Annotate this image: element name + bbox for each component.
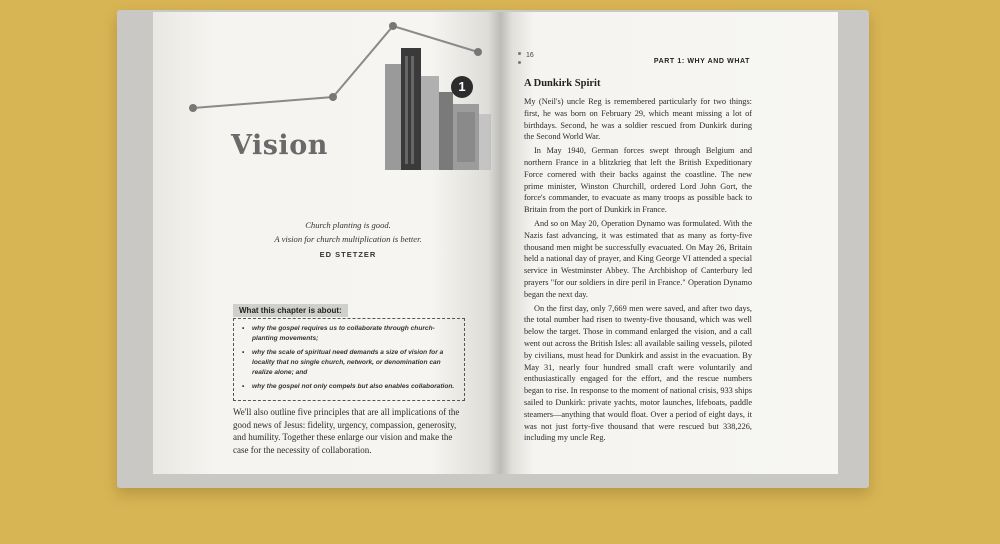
page-number: 16 xyxy=(526,52,534,59)
margin-dots xyxy=(518,52,521,70)
summary-heading: What this chapter is about: xyxy=(233,304,348,317)
chapter-title: Vision xyxy=(231,130,328,161)
summary-list-box xyxy=(233,318,465,401)
skyline-illustration xyxy=(153,12,500,212)
epigraph-line: Church planting is good. xyxy=(305,220,391,230)
paragraph: On the first day, only 7,669 men were saved, and after two days, the total number had risen to twenty-five thousand, which was well below the target. Those in command enlarged the vision, and a call went out across the British Isles: all available sailing vessels, piloted by civilians, must head for Dunkirk and assist in the evacuation. By May 31, nearly four hundred small craft were voluntarily and enthusiastically engaged for the effort, and the rescue numbers began to rise. In response to the moment of national crisis, 933 ships sailed to Dunkirk: private yachts, motor launches, lifeboats, paddle steamers—anything that would float. Over a period of eight days, it was not just forty-five thousand that were rescued but 338,226, including my uncle Reg. xyxy=(524,303,752,443)
summary-item: • why the gospel not only compels but also enables collaboration. xyxy=(242,382,456,392)
right-page xyxy=(500,12,838,474)
left-page xyxy=(153,12,500,474)
graph-node xyxy=(189,104,197,112)
chapter-summary-box xyxy=(233,300,465,401)
section-title: A Dunkirk Spirit xyxy=(524,78,601,89)
chapter-number-badge: 1 xyxy=(451,76,473,98)
graph-node xyxy=(474,48,482,56)
epigraph xyxy=(233,218,463,246)
buildings xyxy=(385,48,491,170)
graph-node xyxy=(329,93,337,101)
paragraph: My (Neil's) uncle Reg is remembered particularly for two things: first, he was born on February 29, which meant missing a lot of birthdays. Second, he was a soldier rescued from Dunkirk during the Second World War. xyxy=(524,97,752,142)
epigraph-author: ED STETZER xyxy=(319,250,377,259)
running-head: PART 1: WHY AND WHAT xyxy=(653,58,750,65)
body-paragraph: We'll also outline five principles that are all implications of the good news of Jesus: fidelity, urgency, compassion, generosity, and humility. Together these enlarge our vision and make the case for the necessity of collaboration. xyxy=(233,407,460,455)
summary-item: • why the scale of spiritual need demands a size of vision for a locality that no single church, network, or denomination can realize alone; and xyxy=(242,348,456,378)
summary-item: • why the gospel requires us to collaborate through church-planting movements; xyxy=(242,324,456,344)
paragraph: In May 1940, German forces swept through Belgium and northern France in a blitzkrieg that left the British Expeditionary Force cornered with their backs against the coastline. The new prime minister, Winston Churchill, ordered Lord John Gort, the force's commander, to evacuate as many troops as possible back to Britain from the port of Dunkirk in France. xyxy=(524,146,752,215)
graph-node xyxy=(389,22,397,30)
epigraph-line: A vision for church multiplication is better. xyxy=(274,234,422,244)
body-text xyxy=(524,96,752,446)
paragraph: And so on May 20, Operation Dynamo was formulated. With the Nazis fast advancing, it was estimated that as many as forty-five thousand men might be successfully evacuated. On May 26, Britain held a national day of prayer, and King George VI attended a special service in Westminster Abbey. The Archbishop of Canterbury led prayers "for our soldiers in dire peril in France." Operation Dynamo began the next day. xyxy=(524,218,752,299)
